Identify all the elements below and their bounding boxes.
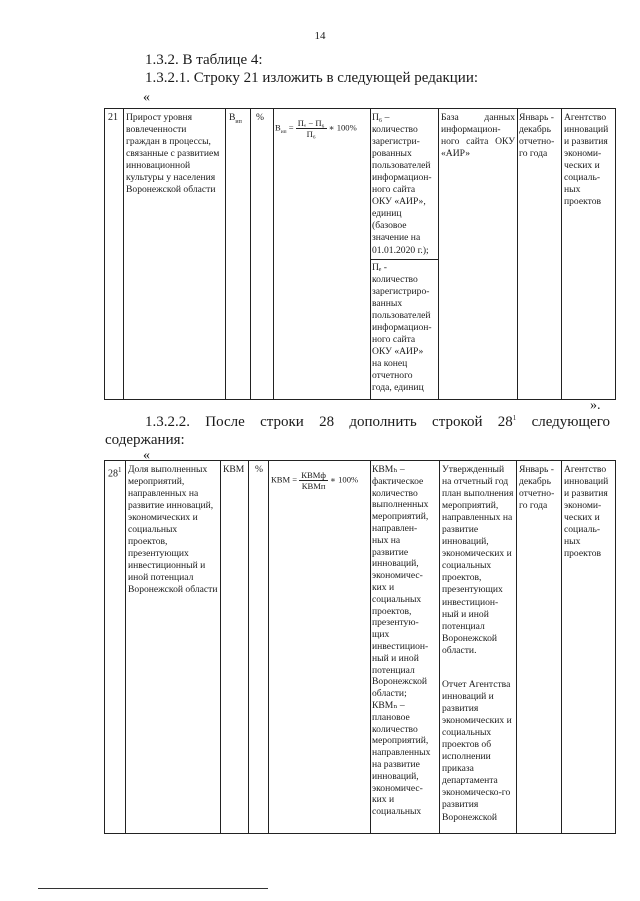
row-28-1-table [104,460,616,834]
row-21-number: 21 [108,112,118,123]
row-21-responsible: Агентство инноваций и развития экономи-ческих и социаль-ных проектов [564,112,609,208]
close-quote-1: ». [590,398,601,413]
page-number: 14 [314,30,326,42]
row-21-formula-denominator: П₆ [306,129,316,139]
open-quote-2: « [143,448,150,463]
row-28-1-indicator-name: Доля выполненных мероприятий, направленных на развитие инноваций, экономических и социальных проектов, презентующих инвестиционный и иной потенциал Воронежской области [128,464,218,596]
row-28-1-responsible: Агентство инноваций и развития экономи-ческих и социаль-ных проектов [564,464,609,560]
row-21-symbol: $В_{ип}$ [229,112,242,125]
open-quote-1: « [143,90,150,105]
row-21-definition-base: П₆ – количество зарегистри- рованных пользователей информацион- ного сайта ОКУ «АИР», единиц (базовое значение на 01.01.2020 г.); [372,112,432,256]
row-28-1-period: Январь - декабрь отчетно-го года [519,464,555,512]
row-28-1-formula-numerator: КВМф [301,470,326,480]
subsection-28-heading: 1.3.2.2. После строки 28 дополнить строкой $28^1$ следующего [145,414,610,430]
row-21-formula-numerator: Пₑ − П₆ [297,118,325,128]
row-28-1-formula: КВМ = $\frac{\text{КВМф}}{\text{КВМп}}$ ∗ 100% [271,470,359,491]
section-heading: 1.3.2. В таблице 4: [145,52,263,68]
row-21-data-source: База данных информацион-ного сайта ОКУ «АИР» [441,112,515,160]
row-28-1-unit: % [255,464,263,475]
row-28-1-symbol: КВМ [223,464,245,475]
row-28-1-data-source-plan: Утвержденный на отчетный год план выполнения мероприятий, направленных на развитие инноваций, экономических и социальных проектов, презентующих инвестицион-ный и иной потенциал Воронежской области. [442,464,514,656]
row-21-unit: % [256,112,264,123]
row-21-period: Январь - декабрь отчетно-го года [519,112,555,160]
row-28-1-number: $28^1$ [108,466,122,480]
row-28-1-definition: КВМₕ – фактическое количество выполненных мероприятий, направлен- ных на развитие инноваций, экономичес- ких и социальных проектов, презентую- щих инвестицион- ный и иной потенциал Воронежской области; КВМₙ – плановое количество мероприятий, направленных на развитие инноваций, экономичес- ких и социальных [372,464,431,818]
row-21-formula: $В_{ип}$ = $\frac{\text{Пₑ − П₆}}{\text{П₆}}$ ∗ 100% [275,118,357,139]
subsection-28-heading-cont: содержания: [105,432,185,448]
subsection-21-heading: 1.3.2.1. Строку 21 изложить в следующей редакции: [145,70,479,86]
row-21-indicator-name: Прирост уровня вовлеченности граждан в процессы, связанные с развитием инновационной культуры у населения Воронежской области [126,112,220,196]
row-28-1-formula-denominator: КВМп [301,481,326,491]
footer-rule [38,888,268,889]
row-21-definition-current: Пₑ - количество зарегистриро- ванных пользователей информацион- ного сайта ОКУ «АИР» на конец отчетного года, единиц [372,262,432,394]
row-28-1-data-source-report: Отчет Агентства инноваций и развития экономических и социальных проектов об исполнении приказа департамента экономическо-го развития Воронежской [442,679,512,823]
row-21-table [104,108,616,400]
